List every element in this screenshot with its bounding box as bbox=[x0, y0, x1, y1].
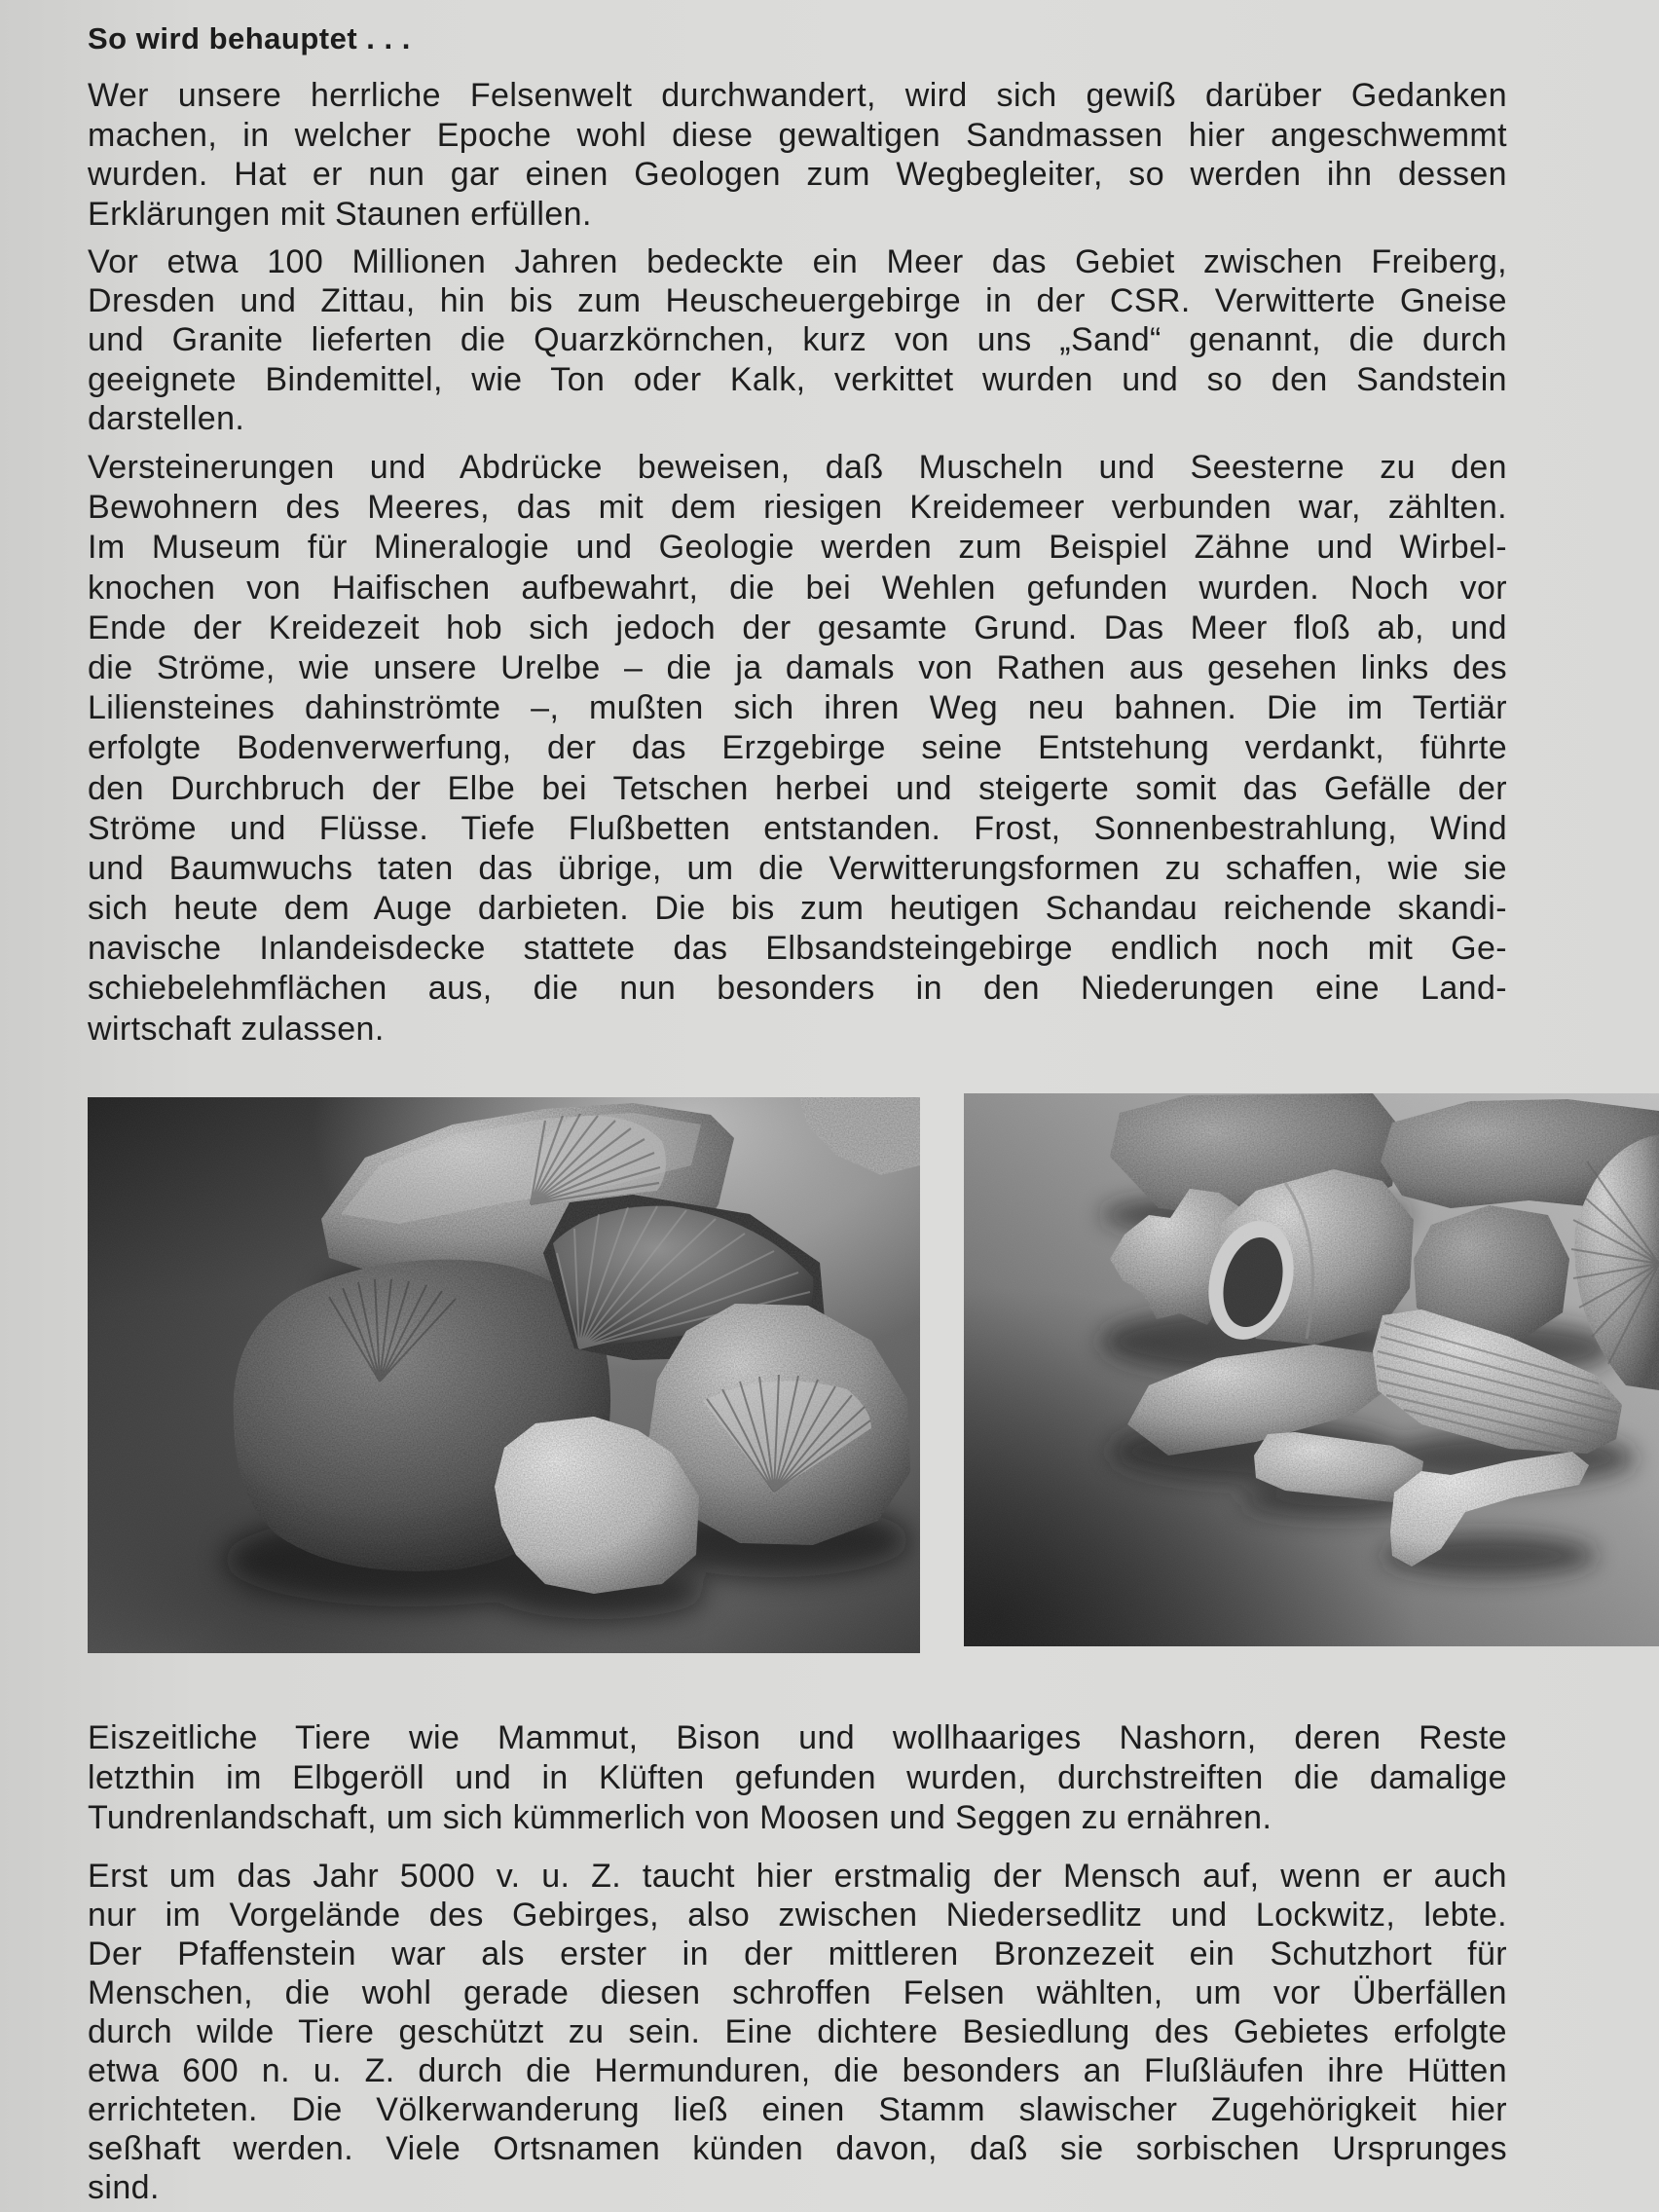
text-line: Ströme und Flüsse. Tiefe Flußbetten entstanden. Frost, Sonnenbestrahlung, Wind bbox=[88, 809, 1507, 847]
section-heading: So wird behauptet . . . bbox=[88, 21, 411, 55]
text-line: geeignete Bindemittel, wie Ton oder Kalk, verkittet wurden und so den Sandstein bbox=[88, 360, 1507, 398]
text-line: den Durchbruch der Elbe bei Tetschen herbei und steigerte somit das Gefälle der bbox=[88, 769, 1507, 807]
text-line: Erst um das Jahr 5000 v. u. Z. taucht hier erstmalig der Mensch auf, wenn er auch bbox=[88, 1858, 1507, 1895]
text-line: Eiszeitliche Tiere wie Mammut, Bison und wollhaariges Nashorn, deren Reste bbox=[88, 1719, 1507, 1756]
text-line: sind. bbox=[88, 2169, 160, 2206]
text-line: Im Museum für Mineralogie und Geologie werden zum Beispiel Zähne und Wirbel- bbox=[88, 529, 1507, 567]
paragraph-intro bbox=[88, 76, 1507, 234]
paragraph-fossils bbox=[88, 448, 1507, 1050]
text-line: Menschen, die wohl gerade diesen schroffen Felsen wählten, um vor Überfällen bbox=[88, 1974, 1507, 2011]
fossil-photo-bones bbox=[964, 1093, 1659, 1646]
text-line: nur im Vorgelände des Gebirges, also zwischen Niedersedlitz und Lockwitz, lebte. bbox=[88, 1897, 1507, 1934]
paragraph-settlement bbox=[88, 1857, 1507, 2207]
text-line: schiebelehmflächen aus, die nun besonders in den Niederungen eine Land- bbox=[88, 970, 1507, 1008]
text-line: letzthin im Elbgeröll und in Klüften gefunden wurden, durchstreiften die damalige bbox=[88, 1759, 1507, 1796]
text-line: und Granite lieferten die Quarzkörnchen, kurz von uns „Sand“ genannt, die durch bbox=[88, 321, 1507, 359]
photo-grain bbox=[964, 1093, 1659, 1646]
text-line: errichteten. Die Völkerwanderung ließ einen Stamm slawischer Zugehörigkeit hier bbox=[88, 2091, 1507, 2128]
text-line: sich heute dem Auge darbieten. Die bis zum heutigen Schandau reichende skandi- bbox=[88, 890, 1507, 928]
text-line: Tundrenlandschaft, um sich kümmerlich von Moosen und Seggen zu ernähren. bbox=[88, 1799, 1272, 1836]
photo-grain bbox=[88, 1097, 920, 1653]
text-line: seßhaft werden. Viele Ortsnamen künden davon, daß sie sorbischen Ursprunges bbox=[88, 2130, 1507, 2167]
text-line: und Baumwuchs taten das übrige, um die Verwitterungsformen zu schaffen, wie sie bbox=[88, 849, 1507, 887]
text-line: Ende der Kreidezeit hob sich jedoch der gesamte Grund. Das Meer floß ab, und bbox=[88, 608, 1507, 646]
text-line: wurden. Hat er nun gar einen Geologen zum Wegbegleiter, so werden ihn dessen bbox=[88, 156, 1507, 193]
fossil-photo-shells bbox=[88, 1097, 920, 1653]
text-line: erfolgte Bodenverwerfung, der das Erzgebirge seine Entstehung verdankt, führte bbox=[88, 729, 1507, 767]
text-line: Vor etwa 100 Millionen Jahren bedeckte ein Meer das Gebiet zwischen Freiberg, bbox=[88, 243, 1507, 280]
text-line: machen, in welcher Epoche wohl diese gewaltigen Sandmassen hier angeschwemmt bbox=[88, 116, 1507, 154]
text-line: die Ströme, wie unsere Urelbe – die ja damals von Rathen aus gesehen links des bbox=[88, 648, 1507, 686]
text-line: Wer unsere herrliche Felsenwelt durchwandert, wird sich gewiß darüber Gedanken bbox=[88, 77, 1507, 114]
text-line: Dresden und Zittau, hin bis zum Heuscheuergebirge in der CSR. Verwitterte Gneise bbox=[88, 282, 1507, 320]
text-line: Erklärungen mit Staunen erfüllen. bbox=[88, 195, 592, 233]
text-line: durch wilde Tiere geschützt zu sein. Eine dichtere Besiedlung des Gebietes erfolgte bbox=[88, 2013, 1507, 2050]
text-line: darstellen. bbox=[88, 399, 245, 437]
text-line: Bewohnern des Meeres, das mit dem riesigen Kreidemeer verbunden war, zählten. bbox=[88, 489, 1507, 527]
text-line: Der Pfaffenstein war als erster in der mittleren Bronzezeit ein Schutzhort für bbox=[88, 1936, 1507, 1972]
text-line: wirtschaft zulassen. bbox=[88, 1010, 385, 1048]
text-line: Versteinerungen und Abdrücke beweisen, daß Muscheln und Seesterne zu den bbox=[88, 449, 1507, 486]
text-line: etwa 600 n. u. Z. durch die Hermunduren, die besonders an Flußläufen ihre Hütten bbox=[88, 2052, 1507, 2089]
paragraph-ice-age bbox=[88, 1718, 1507, 1838]
text-line: Liliensteines dahinströmte –, mußten sich ihren Weg neu bahnen. Die im Tertiär bbox=[88, 689, 1507, 727]
text-line: navische Inlandeisdecke stattete das Elbsandsteingebirge endlich noch mit Ge- bbox=[88, 930, 1507, 968]
text-line: knochen von Haifischen aufbewahrt, die bei Wehlen gefunden wurden. Noch vor bbox=[88, 569, 1507, 607]
paragraph-sea bbox=[88, 242, 1507, 438]
